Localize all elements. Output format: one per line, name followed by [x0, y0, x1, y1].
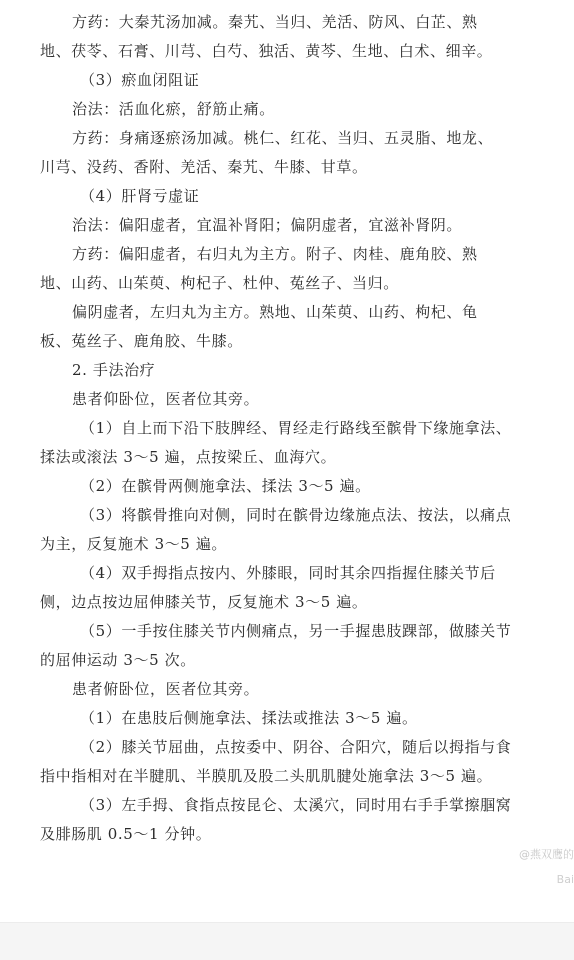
section-heading: 2. 手法治疗 [72, 361, 156, 379]
text-line: 治法：偏阳虚者，宜温补肾阳；偏阴虚者，宜滋补肾阴。 [72, 216, 463, 234]
text-line: 方药：身痛逐瘀汤加减。桃仁、红花、当归、五灵脂、地龙、 [72, 129, 494, 147]
text-line: 治法：活血化瘀，舒筋止痛。 [72, 100, 275, 118]
text-line: （3）将髌骨推向对侧，同时在髌骨边缘施点法、按法，以痛点 [80, 506, 512, 524]
text-line: 偏阴虚者，左归丸为主方。熟地、山茱萸、山药、枸杞、龟 [72, 303, 478, 321]
text-line: 板、菟丝子、鹿角胶、牛膝。 [40, 332, 243, 350]
text-line: 患者仰卧位，医者位其旁。 [72, 390, 260, 408]
text-line: 地、山药、山茱萸、枸杞子、杜仲、菟丝子、当归。 [40, 274, 399, 292]
section-heading: （4）肝肾亏虚证 [80, 187, 200, 205]
text-line: 患者俯卧位，医者位其旁。 [72, 680, 260, 698]
brand-watermark: Bai [556, 873, 574, 886]
text-line: （2）膝关节屈曲，点按委中、阴谷、合阳穴，随后以拇指与食 [80, 738, 512, 756]
text-line: 的屈伸运动 3～5 次。 [40, 651, 196, 669]
document-body [40, 8, 540, 849]
footer-bar [0, 922, 574, 960]
text-line: （2）在髌骨两侧施拿法、揉法 3～5 遍。 [80, 477, 371, 495]
section-heading: （3）瘀血闭阻证 [80, 71, 200, 89]
text-line: 指中指相对在半腱肌、半膜肌及股二头肌肌腱处施拿法 3～5 遍。 [40, 767, 493, 785]
text-line: 方药：大秦艽汤加减。秦艽、当归、羌活、防风、白芷、熟 [72, 13, 478, 31]
author-watermark: @燕双鹰的 [519, 848, 574, 861]
text-line: 方药：偏阳虚者，右归丸为主方。附子、肉桂、鹿角胶、熟 [72, 245, 478, 263]
text-line: （3）左手拇、食指点按昆仑、太溪穴，同时用右手手掌擦腘窝 [80, 796, 512, 814]
text-line: 川芎、没药、香附、羌活、秦艽、牛膝、甘草。 [40, 158, 368, 176]
text-line: 侧，边点按边屈伸膝关节，反复施术 3～5 遍。 [40, 593, 368, 611]
text-line: （4）双手拇指点按内、外膝眼，同时其余四指握住膝关节后 [80, 564, 496, 582]
text-line: （1）在患肢后侧施拿法、揉法或推法 3～5 遍。 [80, 709, 418, 727]
text-line: （5）一手按住膝关节内侧痛点，另一手握患肢踝部，做膝关节 [80, 622, 512, 640]
text-line: 揉法或滚法 3～5 遍，点按梁丘、血海穴。 [40, 448, 337, 466]
text-line: 及腓肠肌 0.5～1 分钟。 [40, 825, 212, 843]
text-line: 为主，反复施术 3～5 遍。 [40, 535, 228, 553]
text-line: 地、茯苓、石膏、川芎、白芍、独活、黄芩、生地、白术、细辛。 [40, 42, 493, 60]
text-line: （1）自上而下沿下肢脾经、胃经走行路线至髌骨下缘施拿法、 [80, 419, 512, 437]
